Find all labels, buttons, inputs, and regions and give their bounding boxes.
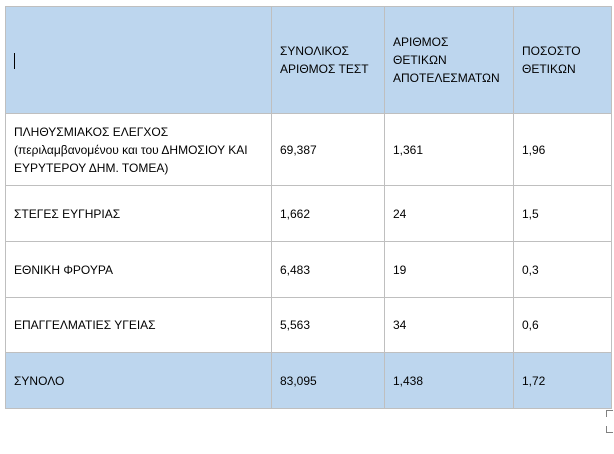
row-positive-results: 1,361 xyxy=(385,114,514,186)
row-total-tests: 69,387 xyxy=(272,114,385,186)
table-row xyxy=(6,114,612,186)
row-total-tests: 6,483 xyxy=(272,242,385,298)
table-row xyxy=(6,186,612,242)
row-label: ΠΛΗΘΥΣΜΙΑΚΟΣ ΕΛΕΓΧΟΣ (περιλαμβανομένου και του ΔΗΜΟΣΙΟΥ ΚΑΙ ΕΥΡΥΤΕΡΟΥ ΔΗΜ. ΤΟΜΕΑ) xyxy=(6,114,272,186)
row-positive-results: 34 xyxy=(385,298,514,353)
row-label: ΕΠΑΓΓΕΛΜΑΤΙΕΣ ΥΓΕΙΑΣ xyxy=(6,298,272,353)
total-positive-results: 1,438 xyxy=(385,353,514,409)
table-total-row xyxy=(6,353,612,409)
statistics-table xyxy=(5,6,612,409)
table-resize-handle[interactable] xyxy=(606,410,613,417)
row-total-tests: 1,662 xyxy=(272,186,385,242)
table-move-handle-icon[interactable] xyxy=(606,426,613,433)
total-positive-rate: 1,72 xyxy=(514,353,612,409)
row-positive-rate: 0,3 xyxy=(514,242,612,298)
header-total-tests: ΣΥΝΟΛΙΚΟΣ ΑΡΙΘΜΟΣ ΤΕΣΤ xyxy=(272,7,385,114)
row-positive-rate: 1,96 xyxy=(514,114,612,186)
table-header-row xyxy=(6,7,612,114)
header-cell-empty[interactable] xyxy=(6,7,272,114)
row-total-tests: 5,563 xyxy=(272,298,385,353)
row-positive-rate: 1,5 xyxy=(514,186,612,242)
total-tests: 83,095 xyxy=(272,353,385,409)
total-label: ΣΥΝΟΛΟ xyxy=(6,353,272,409)
text-cursor xyxy=(14,53,15,69)
header-positive-results: ΑΡΙΘΜΟΣ ΘΕΤΙΚΩΝ ΑΠΟΤΕΛΕΣΜΑΤΩΝ xyxy=(385,7,514,114)
header-positive-rate: ΠΟΣΟΣΤΟ ΘΕΤΙΚΩΝ xyxy=(514,7,612,114)
row-positive-results: 24 xyxy=(385,186,514,242)
row-positive-results: 19 xyxy=(385,242,514,298)
table-row xyxy=(6,242,612,298)
row-positive-rate: 0,6 xyxy=(514,298,612,353)
table-row xyxy=(6,298,612,353)
row-label: ΣΤΕΓΕΣ ΕΥΓΗΡΙΑΣ xyxy=(6,186,272,242)
row-label: ΕΘΝΙΚΗ ΦΡΟΥΡΑ xyxy=(6,242,272,298)
